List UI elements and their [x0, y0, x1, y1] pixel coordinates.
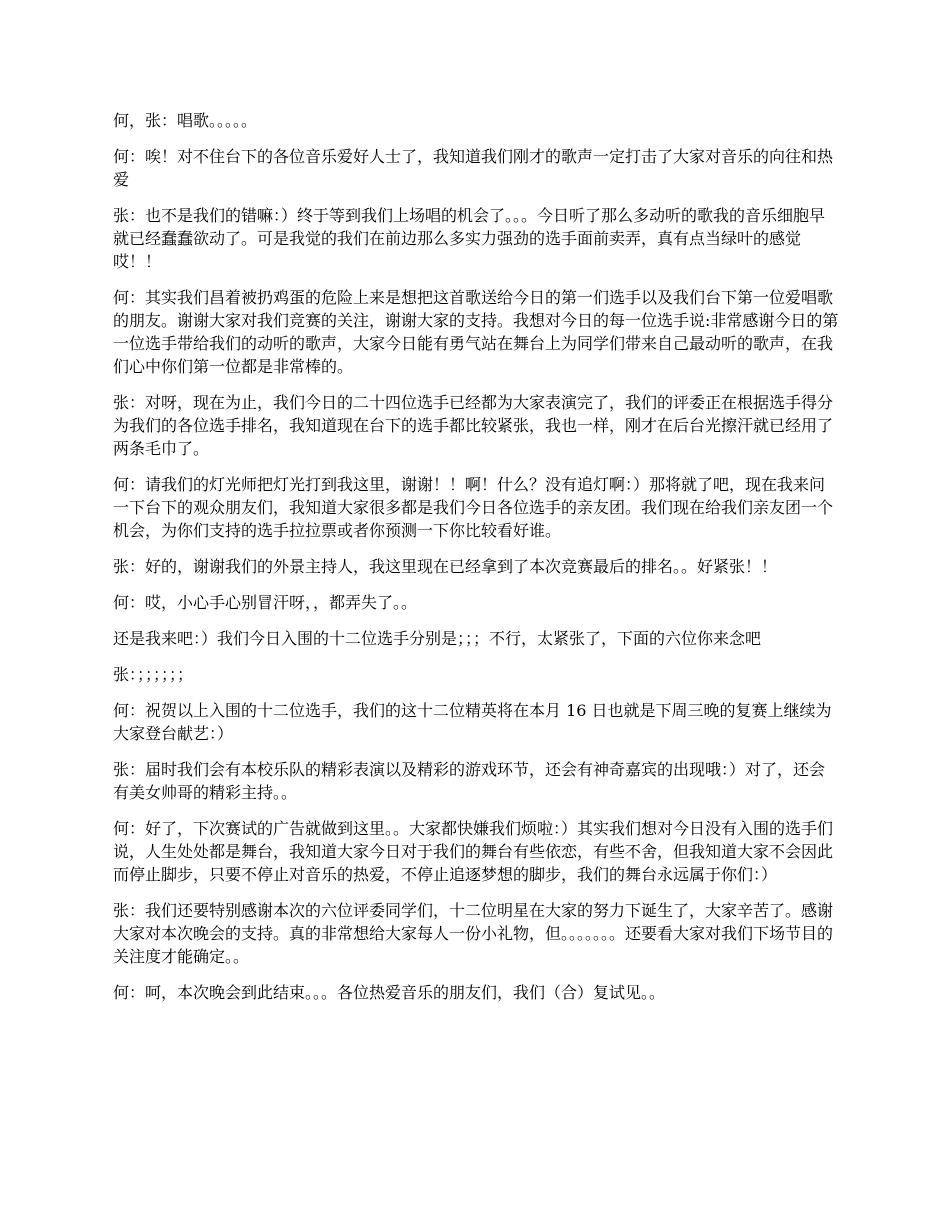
- paragraph-11: 何：祝贺以上入围的十二位选手，我们的这十二位精英将在本月 16 日也就是下周三晚的复赛上继续为大家登台献艺：）: [113, 701, 832, 743]
- paragraph-14: 张：我们还要特别感谢本次的六位评委同学们，十二位明星在大家的努力下诞生了，大家辛苦了。感谢大家对本次晚会的支持。真的非常想给大家每人一份小礼物，但。。。。。。。还要看大家对我们下场节目的关注度才能确定。。: [113, 901, 834, 966]
- paragraph-15: 何：呵，本次晚会到此结束。。。各位热爱音乐的朋友们，我们（合）复试见。。: [113, 983, 666, 1002]
- paragraph-4: 何：其实我们昌着被扔鸡蛋的危险上来是想把这首歌送给今日的第一们选手以及我们台下第一位爱唱歌的朋友。谢谢大家对我们竞赛的关注，谢谢大家的支持。我想对今日的每一位选手说:非常感谢今日的第一位选手带给我们的动听的歌声，大家今日能有勇气站在舞台上为同学们带来自己最动听的歌声，在我们心中你们第一位都是非常棒的。: [113, 288, 839, 376]
- paragraph-13: 何：好了，下次赛试的广告就做到这里。。大家都快嫌我们烦啦：）其实我们想对今日没有入围的选手们说，人生处处都是舞台，我知道大家今日对于我们的舞台有些依恋，有些不舍，但我知道大家不会因此而停止脚步，只要不停止对音乐的热爱，不停止追逐梦想的脚步，我们的舞台永远属于你们：）: [113, 819, 834, 884]
- paragraph-10: 张：；；；；；；: [113, 665, 194, 684]
- paragraph-2: 何：唉！对不住台下的各位音乐爱好人士了，我知道我们刚才的歌声一定打击了大家对音乐的向往和热爱: [113, 147, 834, 189]
- paragraph-7: 张：好的，谢谢我们的外景主持人，我这里现在已经拿到了本次竞赛最后的排名。。好紧张！！: [113, 557, 778, 576]
- paragraph-9: 还是我来吧：）我们今日入围的十二位选手分别是；；；不行，太紧张了，下面的六位你来念吧: [113, 629, 762, 648]
- paragraph-8: 何：哎，小心手心别冒汗呀，，都弄失了。。: [113, 593, 418, 612]
- document-page: [113, 109, 839, 1017]
- paragraph-6: 何：请我们的灯光师把灯光打到我这里，谢谢！！啊！什么？没有追灯啊：）那将就了吧，现在我来问一下台下的观众朋友们，我知道大家很多都是我们今日各位选手的亲友团。我们现在给我们亲友团一个机会，为你们支持的选手拉拉票或者你预测一下你比较看好谁。: [113, 475, 834, 540]
- paragraph-5: 张：对呀，现在为止，我们今日的二十四位选手已经都为大家表演完了，我们的评委正在根据选手得分为我们的各位选手排名，我知道现在台下的选手都比较紧张，我也一样，刚才在后台光擦汗就已经用了两条毛巾了。: [113, 393, 834, 458]
- paragraph-1: 何，张：唱歌。。。。。: [113, 111, 258, 130]
- paragraph-3: 张：也不是我们的错嘛：）终于等到我们上场唱的机会了。。。今日听了那么多动听的歌我的音乐细胞早就已经蠢蠢欲动了。可是我觉的我们在前边那么多实力强劲的选手面前卖弄，真有点当绿叶的感觉哎！！: [113, 206, 826, 271]
- paragraph-12: 张：届时我们会有本校乐队的精彩表演以及精彩的游戏环节，还会有神奇嘉宾的出现哦：）对了，还会有美女帅哥的精彩主持。。: [113, 760, 826, 802]
